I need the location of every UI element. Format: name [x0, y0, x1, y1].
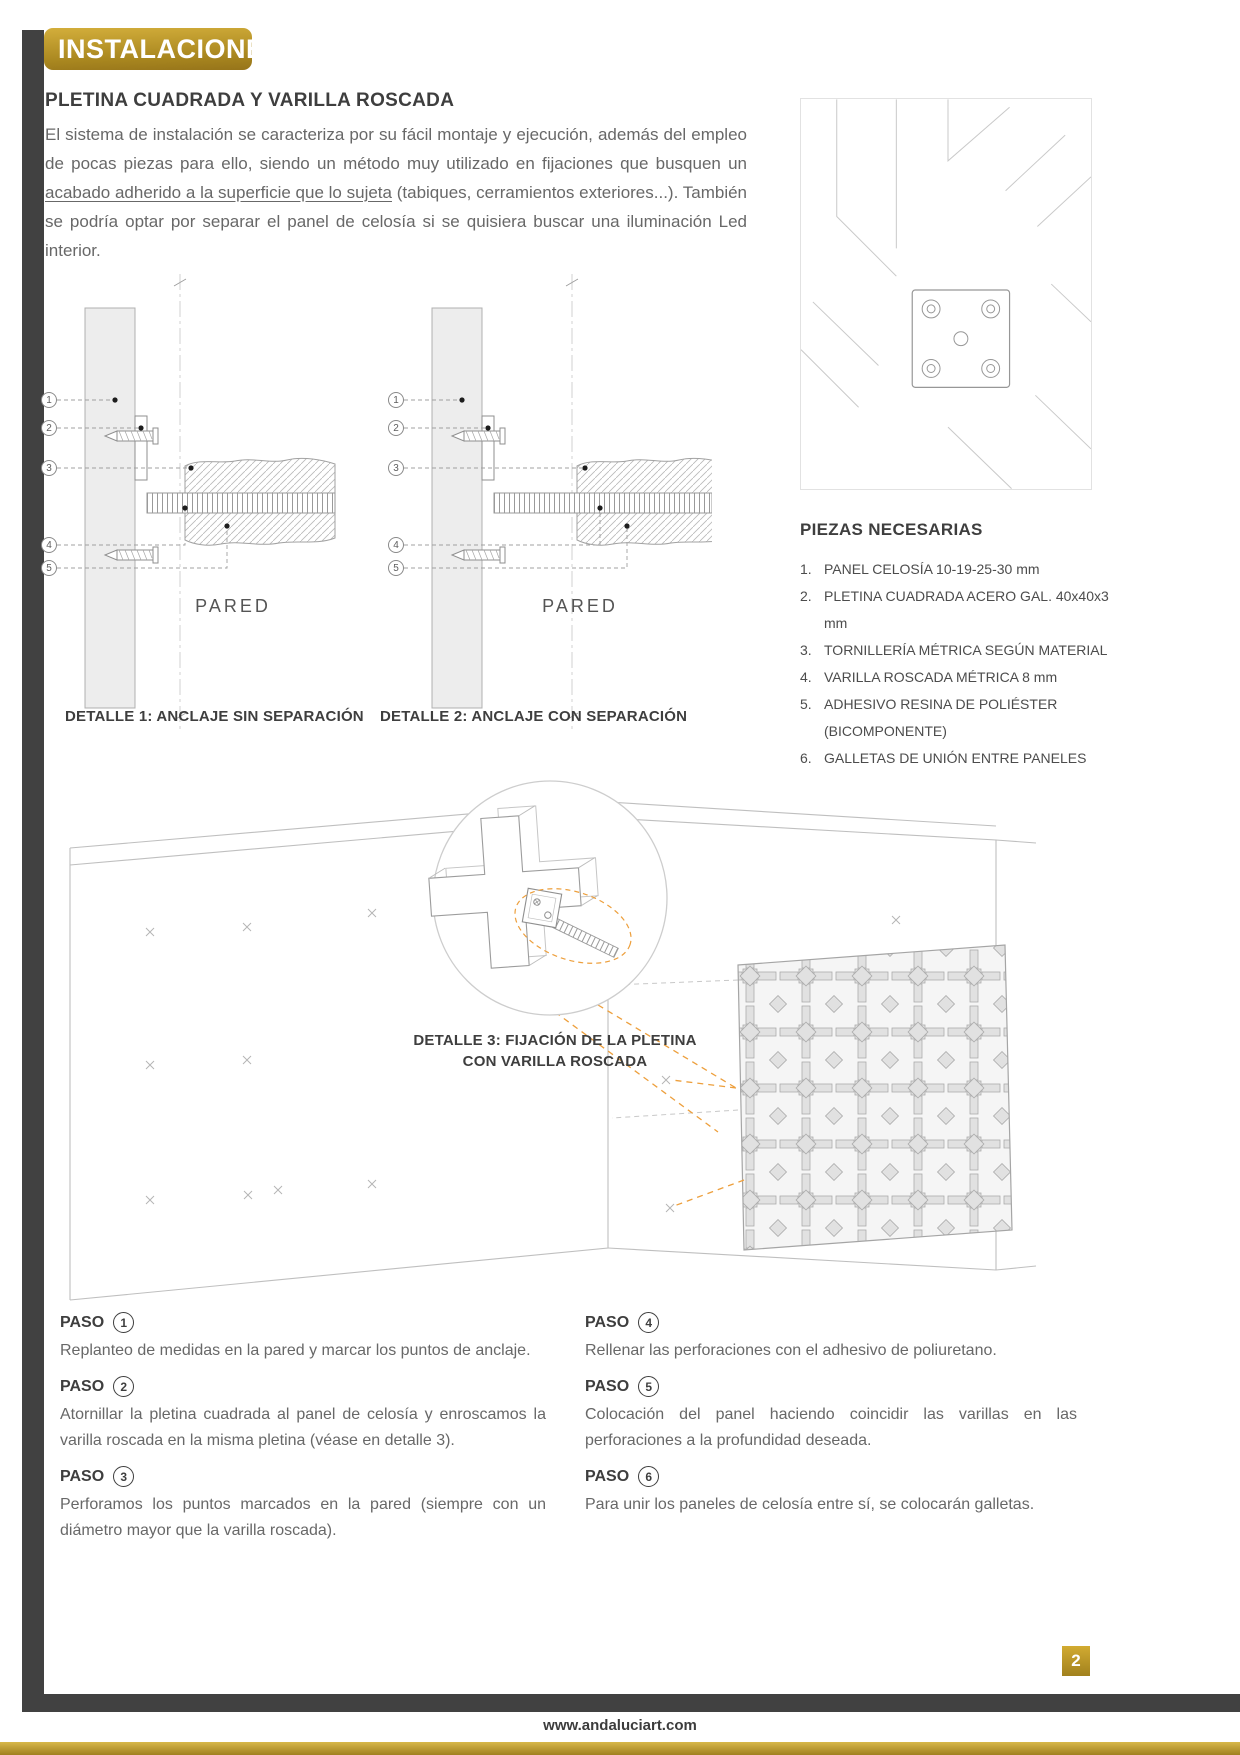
section-heading: PLETINA CUADRADA Y VARILLA ROSCADA	[45, 90, 455, 111]
step-label: PASO	[60, 1467, 105, 1485]
step-label: PASO	[60, 1377, 105, 1395]
step-number-badge: 4	[638, 1312, 659, 1333]
pieza-item	[800, 637, 1110, 664]
step-text: Rellenar las perforaciones con el adhesivo de poliuretano.	[585, 1342, 997, 1359]
step-text: Replanteo de medidas en la pared y marcar los puntos de anclaje.	[60, 1342, 531, 1359]
step-text: Atornillar la pletina cuadrada al panel de celosía y enroscamos la varilla roscada en la misma pletina (véase en detalle 3).	[60, 1406, 546, 1449]
pieza-item	[800, 664, 1110, 691]
pieza-text: PANEL CELOSÍA 10-19-25-30 mm	[824, 561, 1040, 577]
plate-detail-figure	[800, 98, 1092, 490]
wall-label: PARED	[542, 596, 618, 616]
detail-1-drawing	[35, 268, 365, 738]
step-number-badge: 6	[638, 1466, 659, 1487]
steps-column-left	[60, 1312, 546, 1556]
pieza-number: 6.	[800, 750, 812, 766]
callout-badge: 5	[41, 560, 57, 576]
callout-badge: 4	[388, 537, 404, 553]
step-label: PASO	[585, 1377, 630, 1395]
step-number-badge: 5	[638, 1376, 659, 1397]
step-text: Para unir los paneles de celosía entre sí, se colocarán galletas.	[585, 1496, 1035, 1513]
detail-3-caption	[380, 1030, 730, 1072]
callout-badge: 1	[41, 392, 57, 408]
pieza-item	[800, 691, 1110, 745]
steps-column-right	[585, 1312, 1077, 1530]
title-badge: INSTALACIONES	[44, 28, 252, 70]
step-label: PASO	[585, 1467, 630, 1485]
step-number-badge: 3	[113, 1466, 134, 1487]
detail-1-figure	[35, 268, 365, 738]
pieza-text: VARILLA ROSCADA MÉTRICA 8 mm	[824, 669, 1058, 685]
step-item	[60, 1466, 546, 1544]
wall-section	[432, 308, 482, 708]
step-text: Colocación del panel haciendo coincidir las varillas en las perforaciones a la profundidad deseada.	[585, 1406, 1077, 1449]
callout-badge: 4	[41, 537, 57, 553]
callout-badge: 2	[388, 420, 404, 436]
step-number-badge: 2	[113, 1376, 134, 1397]
bottom-accent-bar	[22, 1694, 1240, 1712]
celosia-panel	[738, 945, 1012, 1250]
step-item	[585, 1466, 1077, 1518]
pieza-item	[800, 745, 1110, 772]
pieza-text: PLETINA CUADRADA ACERO GAL. 40x40x3 mm	[824, 588, 1109, 631]
step-item	[60, 1376, 546, 1454]
pieza-number: 1.	[800, 561, 812, 577]
step-label: PASO	[60, 1313, 105, 1331]
pieza-number: 4.	[800, 669, 812, 685]
footer-url[interactable]: www.andaluciart.com	[543, 1717, 697, 1734]
callout-badge: 1	[388, 392, 404, 408]
intro-paragraph	[45, 120, 747, 265]
callout-badge: 5	[388, 560, 404, 576]
callout-badge: 2	[41, 420, 57, 436]
pletina-plate-front	[912, 290, 1009, 387]
step-number-badge: 1	[113, 1312, 134, 1333]
piezas-list	[800, 556, 1110, 772]
detail-3-caption-line1: DETALLE 3: FIJACIÓN DE LA PLETINA	[413, 1032, 697, 1049]
detail-3-caption-line2: CON VARILLA ROSCADA	[462, 1053, 648, 1070]
intro-text-before: El sistema de instalación se caracteriza por su fácil montaje y ejecución, además del empleo de pocas piezas para ello, siendo un método muy utilizado en fijaciones que busquen un	[45, 125, 747, 173]
intro-text-after: (tabiques, cerramientos exteriores...). También se podría optar por separar el panel de celosía si se quisiera buscar una iluminación Led interior.	[45, 183, 748, 260]
pieza-text: ADHESIVO RESINA DE POLIÉSTER (BICOMPONENTE)	[824, 696, 1058, 739]
pieza-text: GALLETAS DE UNIÓN ENTRE PANELES	[824, 750, 1087, 766]
callout-badge: 3	[388, 460, 404, 476]
step-label: PASO	[585, 1313, 630, 1331]
step-item	[60, 1312, 546, 1364]
wall-label: PARED	[195, 596, 271, 616]
pieza-number: 2.	[800, 588, 812, 604]
plate-detail-drawing	[801, 99, 1091, 489]
pieza-text: TORNILLERÍA MÉTRICA SEGÚN MATERIAL	[824, 642, 1108, 658]
callout-badge: 3	[41, 460, 57, 476]
page-number-badge: 2	[1062, 1646, 1090, 1676]
threaded-rod	[147, 493, 335, 513]
detail-2-figure	[382, 268, 712, 738]
intro-text-underlined: acabado adherido a la superficie que lo sujeta	[45, 183, 392, 202]
pieza-number: 5.	[800, 696, 812, 712]
step-item	[585, 1376, 1077, 1454]
step-text: Perforamos los puntos marcados en la pared (siempre con un diámetro mayor que la varilla roscada).	[60, 1496, 546, 1539]
gold-footer-strip	[0, 1742, 1240, 1755]
piezas-heading: PIEZAS NECESARIAS	[800, 520, 983, 539]
pieza-item	[800, 583, 1110, 637]
detail-2-caption: DETALLE 2: ANCLAJE CON SEPARACIÓN	[380, 708, 688, 725]
pieza-number: 3.	[800, 642, 812, 658]
threaded-rod	[494, 493, 712, 513]
detail-2-drawing	[382, 268, 712, 738]
pieza-item	[800, 556, 1110, 583]
wall-section	[85, 308, 135, 708]
pletina-plate-detail	[522, 888, 561, 927]
step-item	[585, 1312, 1077, 1364]
detail-1-caption: DETALLE 1: ANCLAJE SIN SEPARACIÓN	[65, 708, 364, 725]
